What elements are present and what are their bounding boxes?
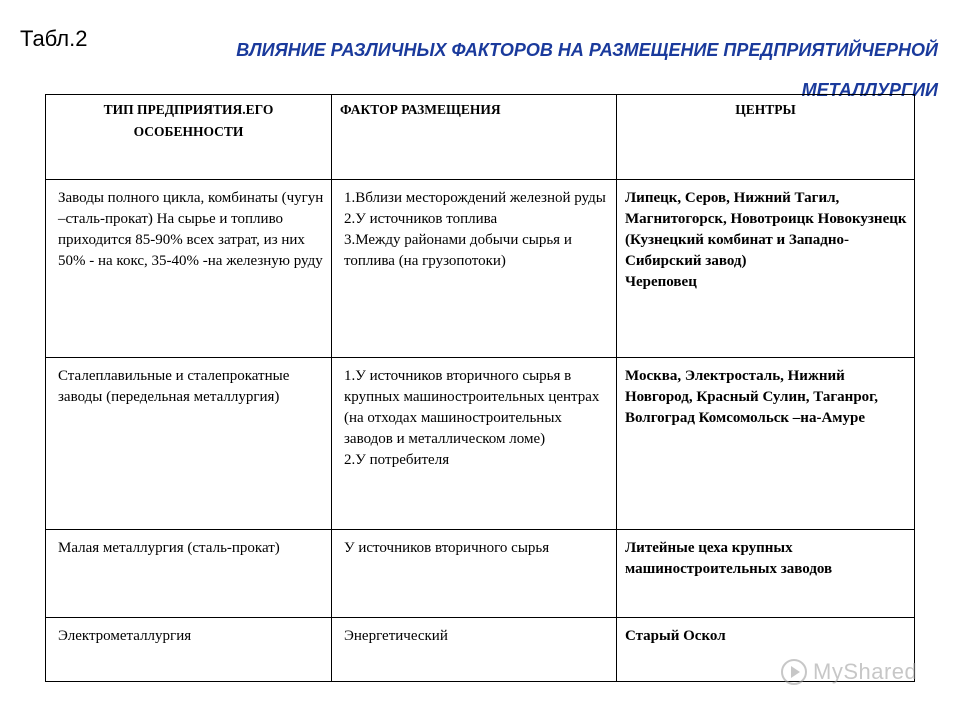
table-row <box>46 358 915 530</box>
cell-type: Сталеплавильные и сталепрокатные заводы (передельная металлургия) <box>46 358 332 530</box>
factors-table <box>45 94 915 682</box>
cell-centers: Старый Оскол <box>617 618 915 682</box>
cell-type: Электрометаллургия <box>46 618 332 682</box>
cell-factor: Энергетический <box>332 618 617 682</box>
table-header-row <box>46 95 915 180</box>
cell-type: Малая металлургия (сталь-прокат) <box>46 530 332 618</box>
title-line-2: МЕТАЛЛУРГИИ <box>801 80 938 100</box>
cell-factor: 1.Вблизи месторождений железной руды 2.У источников топлива 3.Между районами добычи сырья и топлива (на грузопотоки) <box>332 180 617 358</box>
cell-centers: Липецк, Серов, Нижний Тагил, Магнитогорск, Новотроицк Новокузнецк (Кузнецкий комбинат и Западно-Сибирский завод) Череповец <box>617 180 915 358</box>
watermark <box>781 654 921 690</box>
cell-centers: Литейные цеха крупных машиностроительных заводов <box>617 530 915 618</box>
cell-centers: Москва, Электросталь, Нижний Новгород, Красный Сулин, Таганрог, Волгоград Комсомольск –на-Амуре <box>617 358 915 530</box>
cell-factor: У источников вторичного сырья <box>332 530 617 618</box>
table-row <box>46 180 915 358</box>
header-factor: ФАКТОР РАЗМЕЩЕНИЯ <box>332 95 617 180</box>
play-triangle-icon <box>781 659 807 685</box>
title-line-1: ВЛИЯНИЕ РАЗЛИЧНЫХ ФАКТОРОВ НА РАЗМЕЩЕНИЕ ПРЕДПРИЯТИЙЧЕРНОЙ <box>236 40 938 60</box>
header-type: ТИП ПРЕДПРИЯТИЯ.ЕГО ОСОБЕННОСТИ <box>46 95 332 180</box>
cell-type: Заводы полного цикла, комбинаты (чугун –сталь-прокат) На сырье и топливо приходится 85-90% всех затрат, из них 50% - на кокс, 35-40% -на железную руду <box>46 180 332 358</box>
cell-factor: 1.У источников вторичного сырья в крупных машиностроительных центрах (на отходах машиностроительных заводов и металлическом ломе) 2.У потребителя <box>332 358 617 530</box>
table-number-label: Табл.2 <box>20 26 88 51</box>
watermark-text: MyShared <box>813 659 918 684</box>
table-row <box>46 530 915 618</box>
header-centers: ЦЕНТРЫ <box>617 95 915 180</box>
